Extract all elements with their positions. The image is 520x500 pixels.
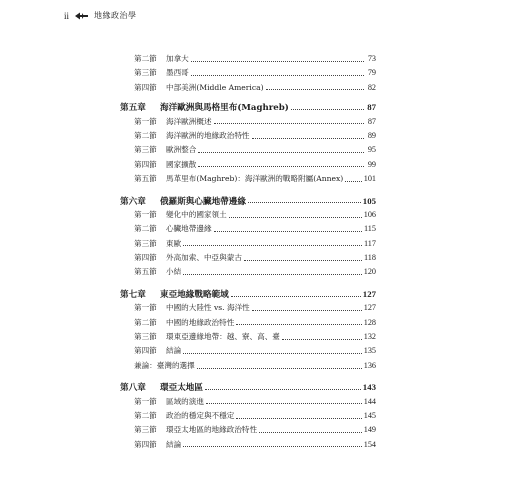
entry-label: 第四節 (134, 82, 157, 92)
toc-section-entry[interactable] (120, 395, 376, 409)
toc-section-entry[interactable] (120, 129, 376, 143)
entry-page-number: 106 (363, 209, 376, 219)
dot-leader (183, 446, 362, 447)
entry-page-number: 115 (364, 224, 376, 234)
toc-chapter-entry[interactable] (120, 287, 376, 301)
toc-section-entry[interactable] (120, 438, 376, 452)
entry-label: 第五節 (134, 174, 157, 184)
entry-label: 第四節 (134, 346, 157, 356)
entry-page-number: 87 (367, 102, 376, 113)
toc-section-entry[interactable] (120, 423, 376, 437)
toc-section-entry[interactable] (120, 222, 376, 236)
entry-page-number: 101 (363, 174, 376, 184)
entry-title: 海洋歐洲與馬格里布(Maghreb) (160, 103, 289, 114)
toc-section-entry[interactable] (120, 208, 376, 222)
dot-leader (252, 138, 364, 139)
entry-label: 第一節 (134, 303, 157, 313)
toc-section-entry[interactable] (120, 81, 376, 95)
entry-title: 俄羅斯與心臟地帶邊緣 (160, 196, 246, 207)
dot-leader (291, 109, 364, 110)
toc-section-entry[interactable] (120, 409, 376, 423)
dot-leader (345, 181, 361, 182)
dot-leader (206, 403, 362, 404)
entry-label: 第八章 (120, 383, 146, 394)
toc-section-entry[interactable] (120, 115, 376, 129)
entry-page-number: 127 (363, 303, 376, 313)
entry-label: 第四節 (134, 159, 157, 169)
entry-page-number: 135 (363, 346, 376, 356)
entry-page-number: 143 (362, 382, 376, 393)
toc-section-entry[interactable] (120, 66, 376, 80)
toc-section-entry[interactable] (120, 52, 376, 66)
entry-page-number: 120 (363, 267, 376, 277)
dot-leader (191, 75, 364, 76)
dot-leader (259, 432, 362, 433)
toc-section-entry[interactable] (120, 265, 376, 279)
entry-title: 區域的演進 (166, 396, 204, 406)
dot-leader (266, 89, 364, 90)
entry-title: 馬革里布(Maghreb)：海洋歐洲的戰略附屬(Annex) (166, 174, 344, 184)
dot-leader (198, 166, 364, 167)
dot-leader (236, 324, 361, 325)
entry-title: 心臟地帶邊緣 (166, 224, 212, 234)
entry-label: 第五節 (134, 267, 157, 277)
dot-leader (183, 353, 362, 354)
book-title: 地緣政治學 (94, 11, 137, 20)
entry-label: 第二節 (134, 317, 157, 327)
entry-title: 加拿大 (166, 54, 189, 63)
entry-title: 海洋歐洲概述 (166, 116, 212, 126)
entry-label: 第三節 (134, 68, 157, 78)
toc-section-entry[interactable] (120, 237, 376, 251)
toc-section-entry[interactable] (120, 359, 376, 373)
entry-label: 第四節 (134, 439, 157, 449)
entry-page-number: 144 (363, 396, 376, 406)
dot-leader (191, 61, 364, 62)
toc-section-entry[interactable] (120, 301, 376, 315)
entry-title: 環亞太地區的地緣政治特性 (166, 425, 258, 435)
entry-label: 第七章 (120, 289, 146, 300)
entry-label: 第六章 (120, 196, 146, 207)
toc-section-entry[interactable] (120, 143, 376, 157)
toc-section-entry[interactable] (120, 251, 376, 265)
entry-label: 第三節 (134, 238, 157, 248)
entry-page-number: 128 (363, 317, 376, 327)
entry-page-number: 105 (362, 195, 376, 206)
publisher-logo-icon (75, 12, 88, 20)
dot-leader (252, 310, 362, 311)
entry-label: 第二節 (134, 54, 157, 63)
running-header (64, 10, 137, 21)
dot-leader (244, 260, 362, 261)
dot-leader (236, 418, 361, 419)
dot-leader (183, 245, 362, 246)
entry-page-number: 145 (363, 410, 376, 420)
dot-leader (205, 389, 361, 390)
entry-label: 第二節 (134, 130, 157, 140)
entry-title: 環東亞邊緣地帶：越、寮、高、臺 (166, 332, 280, 342)
page-number: ii (64, 10, 70, 21)
entry-page-number: 73 (367, 54, 376, 63)
dot-leader (248, 202, 361, 203)
dot-leader (197, 368, 362, 369)
entry-title: 外高加索、中亞與蒙古 (166, 253, 242, 263)
entry-page-number: 118 (364, 253, 376, 263)
entry-title: 中國的地緣政治特性 (166, 317, 235, 327)
entry-page-number: 149 (363, 425, 376, 435)
entry-title: 墨西哥 (166, 68, 189, 78)
entry-label: 第一節 (134, 396, 157, 406)
dot-leader (231, 296, 361, 297)
entry-label: 第三節 (134, 425, 157, 435)
entry-page-number: 117 (364, 238, 376, 248)
entry-title: 中國的大陸性 vs. 海洋性 (166, 303, 250, 313)
entry-page-number: 132 (363, 332, 376, 342)
entry-page-number: 95 (367, 145, 376, 155)
toc-chapter-entry[interactable] (120, 380, 376, 394)
entry-label: 第一節 (134, 209, 157, 219)
toc-section-entry[interactable] (120, 344, 376, 358)
entry-page-number: 89 (367, 130, 376, 140)
entry-page-number: 82 (367, 82, 376, 92)
entry-label: 第五章 (120, 103, 146, 114)
entry-page-number: 154 (363, 439, 376, 449)
entry-page-number: 127 (362, 288, 376, 299)
entry-page-number: 136 (363, 360, 376, 370)
entry-title: 結論 (166, 439, 182, 449)
entry-title: 東亞地緣戰略範域 (160, 289, 229, 300)
entry-title: 歐洲整合 (166, 145, 197, 155)
table-of-contents (120, 52, 376, 452)
entry-title: 國家擴散 (166, 159, 197, 169)
entry-label: 第四節 (134, 253, 157, 263)
toc-section-entry[interactable] (120, 330, 376, 344)
entry-page-number: 87 (367, 116, 376, 126)
entry-title: 變化中的國家領土 (166, 209, 227, 219)
dot-leader (183, 274, 362, 275)
entry-title: 結論 (166, 346, 182, 356)
toc-section-entry[interactable] (120, 172, 376, 186)
entry-page-number: 79 (367, 68, 376, 78)
entry-title: 東歐 (166, 238, 182, 248)
entry-title: 小結 (166, 267, 182, 277)
dot-leader (214, 123, 364, 124)
entry-page-number: 99 (367, 159, 376, 169)
dot-leader (229, 217, 362, 218)
dot-leader (282, 339, 362, 340)
entry-title: 海洋歐洲的地緣政治特性 (166, 130, 250, 140)
dot-leader (198, 152, 364, 153)
toc-chapter-entry[interactable] (120, 100, 376, 114)
entry-title: 中部美洲(Middle America) (166, 82, 264, 92)
toc-section-entry[interactable] (120, 158, 376, 172)
toc-section-entry[interactable] (120, 316, 376, 330)
entry-title: 環亞太地區 (160, 383, 203, 394)
entry-label: 第三節 (134, 332, 157, 342)
entry-title: 兼論：臺灣的選擇 (134, 360, 195, 370)
entry-label: 第二節 (134, 410, 157, 420)
entry-label: 第三節 (134, 145, 157, 155)
toc-chapter-entry[interactable] (120, 194, 376, 208)
dot-leader (214, 231, 362, 232)
entry-label: 第二節 (134, 224, 157, 234)
entry-label: 第一節 (134, 116, 157, 126)
entry-title: 政治的穩定與不穩定 (166, 410, 235, 420)
